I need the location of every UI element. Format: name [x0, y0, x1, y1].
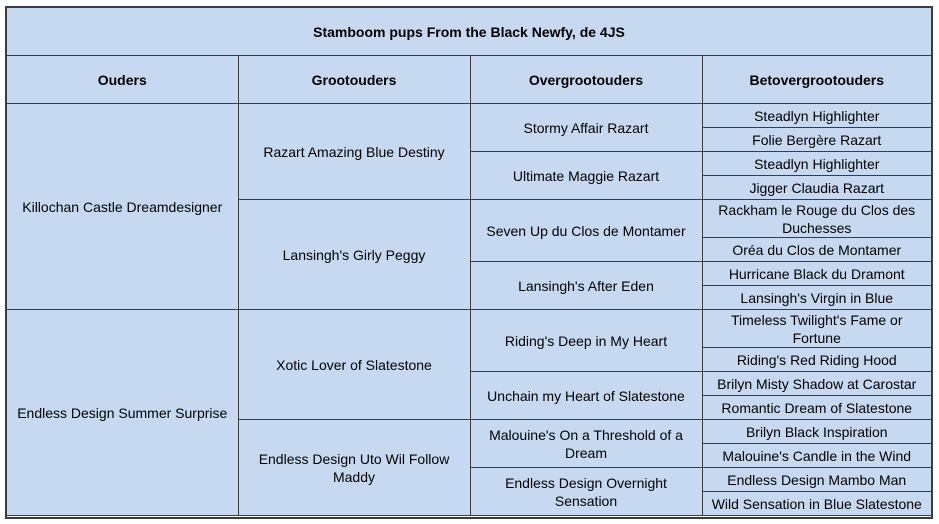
pedigree-table [7, 56, 931, 516]
great-grandparent-cell: Seven Up du Clos de Montamer [470, 200, 702, 262]
great-great-grandparent-cell: Brilyn Misty Shadow at Carostar [702, 372, 931, 396]
great-grandparent-cell: Lansingh's After Eden [470, 262, 702, 310]
great-great-grandparent-cell: Lansingh's Virgin in Blue [702, 286, 931, 310]
header-great-great-grandparents: Betovergrootouders [702, 56, 931, 104]
great-great-grandparent-cell: Folie Bergère Razart [702, 128, 931, 152]
pedigree-title: Stamboom pups From the Black Newfy, de 4JS [7, 8, 931, 56]
great-great-grandparent-cell: Brilyn Black Inspiration [702, 420, 931, 444]
great-grandparent-cell: Ultimate Maggie Razart [470, 152, 702, 200]
great-great-grandparent-cell: Rackham le Rouge du Clos des Duchesses [702, 200, 931, 238]
great-great-grandparent-cell: Steadlyn Highlighter [702, 104, 931, 128]
header-great-grandparents: Overgrootouders [470, 56, 702, 104]
grandparent-cell: Endless Design Uto Wil Follow Maddy [238, 420, 470, 516]
header-grandparents: Grootouders [238, 56, 470, 104]
great-great-grandparent-cell: Jigger Claudia Razart [702, 176, 931, 200]
header-parents: Ouders [7, 56, 238, 104]
great-grandparent-cell: Endless Design Overnight Sensation [470, 468, 702, 516]
great-great-grandparent-cell: Riding's Red Riding Hood [702, 348, 931, 372]
great-grandparent-cell: Riding's Deep in My Heart [470, 310, 702, 372]
great-great-grandparent-cell: Timeless Twilight's Fame or Fortune [702, 310, 931, 348]
great-grandparent-cell: Stormy Affair Razart [470, 104, 702, 152]
great-great-grandparent-cell: Oréa du Clos de Montamer [702, 238, 931, 262]
grandparent-cell: Xotic Lover of Slatestone [238, 310, 470, 420]
great-great-grandparent-cell: Romantic Dream of Slatestone [702, 396, 931, 420]
great-grandparent-cell: Malouine's On a Threshold of a Dream [470, 420, 702, 468]
parent-cell: Endless Design Summer Surprise [7, 310, 238, 516]
great-grandparent-cell: Unchain my Heart of Slatestone [470, 372, 702, 420]
parent-cell: Killochan Castle Dreamdesigner [7, 104, 238, 310]
grandparent-cell: Lansingh's Girly Peggy [238, 200, 470, 310]
great-great-grandparent-cell: Malouine's Candle in the Wind [702, 444, 931, 468]
great-great-grandparent-cell: Wild Sensation in Blue Slatestone [702, 492, 931, 516]
pedigree-table-frame [5, 6, 933, 519]
great-great-grandparent-cell: Endless Design Mambo Man [702, 468, 931, 492]
great-great-grandparent-cell: Steadlyn Highlighter [702, 152, 931, 176]
great-great-grandparent-cell: Hurricane Black du Dramont [702, 262, 931, 286]
grandparent-cell: Razart Amazing Blue Destiny [238, 104, 470, 200]
